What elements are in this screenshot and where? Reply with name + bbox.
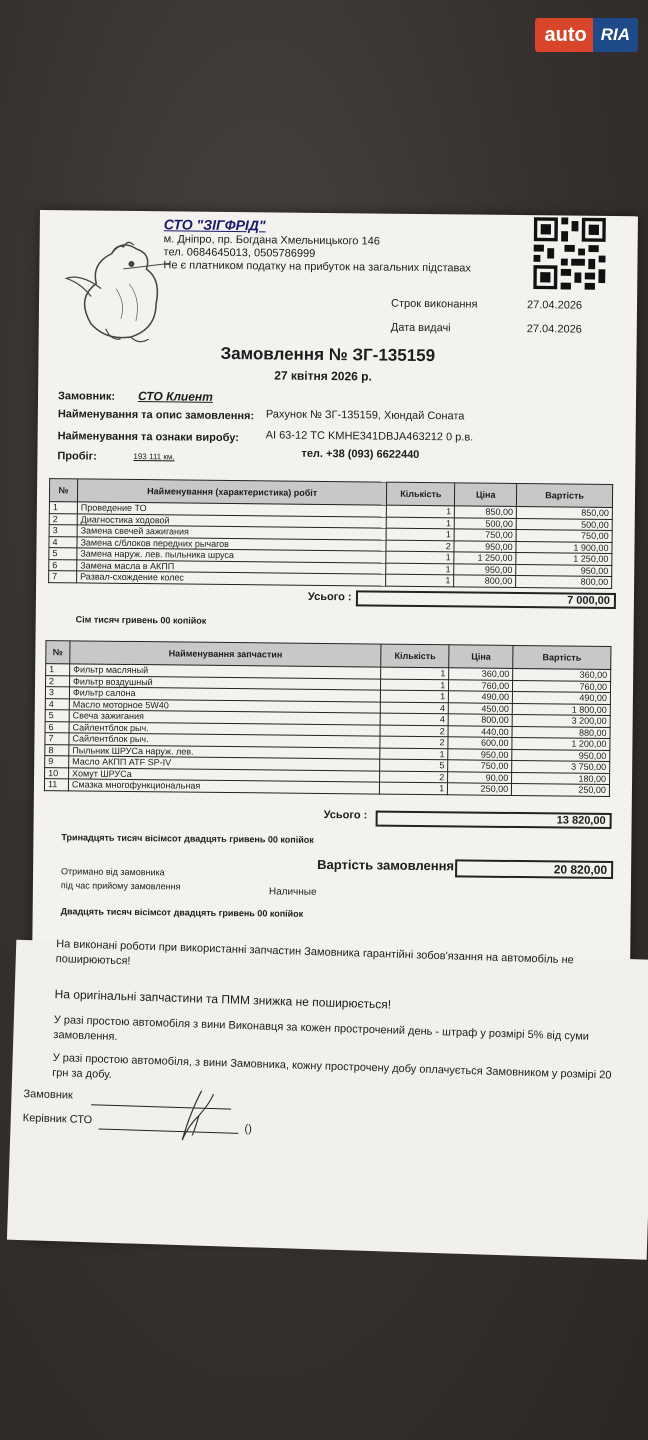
terms-warranty: На виконані роботи при використанні запчастин Замовника гарантійні зобов'язання на автомобіль не поширюються!	[55, 938, 574, 968]
parts-total-value: 13 820,00	[376, 811, 612, 829]
cell-name: Масло АКПП ATF SP-IV	[69, 756, 380, 771]
cell-name: Замена с/блоков передних рычагов	[77, 536, 387, 551]
cell-number: 6	[49, 559, 77, 571]
cell-qty: 2	[380, 725, 448, 737]
cell-name: Фильтр воздушный	[69, 675, 380, 690]
payment-method: Наличные	[268, 886, 317, 898]
order-date: 27 квітня 2026 р.	[274, 368, 372, 384]
received-line-1: Отримано від замовника	[61, 866, 165, 878]
works-total-words: Сім тисяч гривень 00 копійок	[75, 614, 207, 626]
cell-qty: 1	[386, 563, 454, 575]
cell-price: 360,00	[449, 668, 513, 680]
cell-number: 4	[45, 698, 69, 710]
mileage-label: Пробіг:	[57, 450, 97, 463]
cell-qty: 1	[380, 782, 448, 794]
works-col-cost: Вартість	[517, 484, 613, 508]
cell-number: 1	[46, 664, 70, 676]
cell-qty: 4	[380, 713, 448, 725]
mileage-value: 193 111 км.	[133, 451, 175, 462]
cell-qty: 1	[386, 574, 454, 586]
cell-cost: 500,00	[516, 518, 612, 531]
cell-cost: 800,00	[516, 576, 612, 589]
cell-cost: 180,00	[512, 772, 610, 785]
cell-cost: 250,00	[512, 783, 610, 796]
qr-code-icon	[533, 217, 606, 290]
cell-price: 600,00	[448, 737, 512, 749]
customer-label: Замовник:	[57, 390, 116, 403]
cell-name: Замена наруж. лев. пыльника шруса	[77, 548, 387, 563]
cell-cost: 1 800,00	[512, 703, 610, 716]
works-total-label: Усього :	[307, 590, 352, 604]
cell-qty: 2	[386, 540, 454, 552]
cell-cost: 1 200,00	[512, 737, 610, 750]
cell-qty: 5	[380, 759, 448, 771]
cell-price: 950,00	[448, 748, 512, 760]
cell-number: 10	[45, 767, 69, 779]
cell-cost: 3 200,00	[512, 714, 610, 727]
cell-number: 1	[49, 502, 77, 514]
cell-cost: 880,00	[512, 726, 610, 739]
terms-contractor-penalty: У разі простою автомобіля з вини Виконавця за кожен прострочений день - штраф у розмірі 5% від суми замовлення.	[53, 1014, 590, 1044]
cell-name: Сайлентблок рыч.	[69, 721, 380, 736]
cell-qty: 2	[380, 771, 448, 783]
cell-number: 7	[45, 733, 69, 745]
received-line-2: під час прийому замовлення	[60, 880, 181, 892]
company-name: СТО "ЗІГФРІД"	[163, 216, 266, 234]
cell-cost: 850,00	[516, 507, 612, 520]
manager-signature-suffix: ()	[244, 1123, 253, 1136]
cell-price: 750,00	[454, 529, 516, 541]
cell-price: 490,00	[449, 691, 513, 703]
cell-number: 8	[45, 744, 69, 756]
customer-value: СТО Клиент	[137, 389, 213, 404]
parts-total-label: Усього :	[323, 809, 368, 822]
terms-discount: На оригінальні запчастини та ПММ знижка не поширюється!	[54, 987, 392, 1012]
cell-price: 440,00	[448, 725, 512, 737]
cell-price: 450,00	[449, 702, 513, 714]
cell-name: Пыльник ШРУСа наруж. лев.	[69, 744, 380, 759]
cell-name: Фильтр салона	[69, 687, 380, 702]
autoria-watermark	[535, 18, 639, 52]
cell-cost: 950,00	[512, 749, 610, 762]
works-col-name: Найменування (характеристика) робіт	[77, 479, 387, 505]
cell-cost: 360,00	[513, 668, 611, 681]
cell-price: 950,00	[454, 540, 516, 552]
cell-qty: 1	[381, 667, 449, 679]
parts-col-number: №	[46, 641, 70, 664]
cell-number: 3	[49, 525, 77, 537]
cell-number: 9	[45, 756, 69, 768]
parts-col-cost: Вартість	[513, 645, 611, 669]
cell-number: 5	[49, 548, 77, 560]
issue-date-label: Дата видачі	[390, 321, 451, 335]
cell-number: 3	[45, 687, 69, 699]
cell-number: 2	[46, 675, 70, 687]
cell-price: 950,00	[454, 563, 516, 575]
company-phones: тел. 0684645013, 0505786999	[163, 246, 316, 260]
description-value: Рахунок № ЗГ-135159, Хюндай Соната	[265, 408, 465, 423]
cell-cost: 1 900,00	[516, 541, 612, 554]
cell-price: 250,00	[448, 783, 512, 795]
cell-qty: 1	[381, 690, 449, 702]
works-total-value: 7 000,00	[356, 590, 616, 609]
order-cost-value: 20 820,00	[455, 859, 613, 879]
works-table	[48, 478, 613, 588]
cell-cost: 3 750,00	[512, 760, 610, 773]
order-cost-words: Двадцять тисяч вісімсот двадцять гривень 00 копійок	[60, 906, 304, 919]
cell-name: Смазка многофункциональная	[68, 779, 379, 794]
terms-customer-penalty: У разі простою автомобіля, з вини Замовника, кожну прострочену добу оплачується Замовником у розмірі 20 грн за добу.	[52, 1051, 612, 1082]
cell-qty: 4	[381, 702, 449, 714]
issue-date-value: 27.04.2026	[526, 323, 582, 336]
works-col-number: №	[49, 479, 77, 502]
cell-cost: 760,00	[513, 680, 611, 693]
cell-qty: 1	[387, 505, 455, 517]
cell-number: 5	[45, 710, 69, 722]
cell-number: 7	[49, 571, 77, 583]
works-col-price: Ціна	[455, 483, 517, 507]
watermark-ria-text: RIA	[593, 18, 638, 52]
deadline-value: 27.04.2026	[526, 299, 583, 312]
cell-name: Сайлентблок рыч.	[69, 733, 380, 748]
cell-price: 850,00	[455, 506, 517, 518]
product-label: Найменування та ознаки виробу:	[57, 430, 239, 445]
cell-name: Проведение ТО	[77, 502, 387, 517]
parts-col-name: Найменування запчастин	[70, 641, 382, 667]
deadline-label: Строк виконання	[390, 297, 478, 311]
cell-price: 1 250,00	[454, 552, 516, 564]
cell-name: Свеча зажигания	[69, 710, 380, 725]
cell-name: Масло моторное 5W40	[69, 698, 380, 713]
cell-qty: 1	[387, 517, 455, 529]
cell-qty: 1	[381, 679, 449, 691]
works-col-qty: Кількість	[387, 482, 455, 506]
cell-number: 11	[44, 779, 68, 791]
parts-total-words: Тринадцять тисяч вісімсот двадцять гривень 00 копійок	[61, 832, 314, 845]
customer-signature-label: Замовник	[23, 1088, 74, 1102]
cell-price: 800,00	[448, 714, 512, 726]
cell-cost: 1 250,00	[516, 553, 612, 566]
cell-price: 750,00	[448, 760, 512, 772]
parts-col-qty: Кількість	[381, 644, 449, 668]
cell-number: 4	[49, 536, 77, 548]
cell-name: Хомут ШРУСа	[69, 767, 380, 782]
cell-name: Диагностика ходовой	[77, 513, 387, 528]
cell-price: 90,00	[448, 771, 512, 783]
cell-number: 6	[45, 721, 69, 733]
handwritten-signature-icon	[160, 1084, 222, 1146]
company-address: м. Дніпро, пр. Богдана Хмельницького 146	[163, 233, 380, 248]
cell-cost: 490,00	[513, 691, 611, 704]
cell-cost: 750,00	[516, 530, 612, 543]
sheet-lower-part	[7, 940, 648, 1260]
order-cost-label: Вартість замовлення:	[317, 856, 459, 874]
cell-qty: 1	[386, 528, 454, 540]
cell-price: 760,00	[449, 679, 513, 691]
cell-name: Замена масла в АКПП	[77, 559, 387, 574]
cell-price: 800,00	[454, 575, 516, 587]
customer-phone: тел. +38 (093) 6622440	[301, 447, 420, 461]
cell-cost: 950,00	[516, 564, 612, 577]
cell-qty: 1	[386, 551, 454, 563]
cell-price: 500,00	[454, 517, 516, 529]
invoice-sheet	[22, 210, 638, 1246]
parts-col-price: Ціна	[449, 645, 513, 669]
description-label: Найменування та опис замовлення:	[57, 408, 255, 423]
order-title: Замовлення № ЗГ-135159	[220, 343, 436, 366]
rooster-logo-icon	[61, 228, 172, 349]
cell-name: Фильтр масляный	[70, 664, 381, 679]
cell-qty: 2	[380, 736, 448, 748]
cell-name: Замена свечей зажигания	[77, 525, 387, 540]
product-value: АІ 63-12 ТС KMHE341DBJA463212 0 р.в.	[265, 429, 474, 444]
cell-name: Развал-схождение колес	[77, 571, 387, 586]
tax-note: Не є платником податку на прибуток на загальних підставах	[163, 259, 471, 275]
cell-number: 2	[49, 513, 77, 525]
manager-signature-label: Керівник СТО	[22, 1112, 93, 1127]
cell-qty: 1	[380, 748, 448, 760]
watermark-auto-text: auto	[544, 23, 587, 46]
parts-table	[44, 640, 612, 796]
